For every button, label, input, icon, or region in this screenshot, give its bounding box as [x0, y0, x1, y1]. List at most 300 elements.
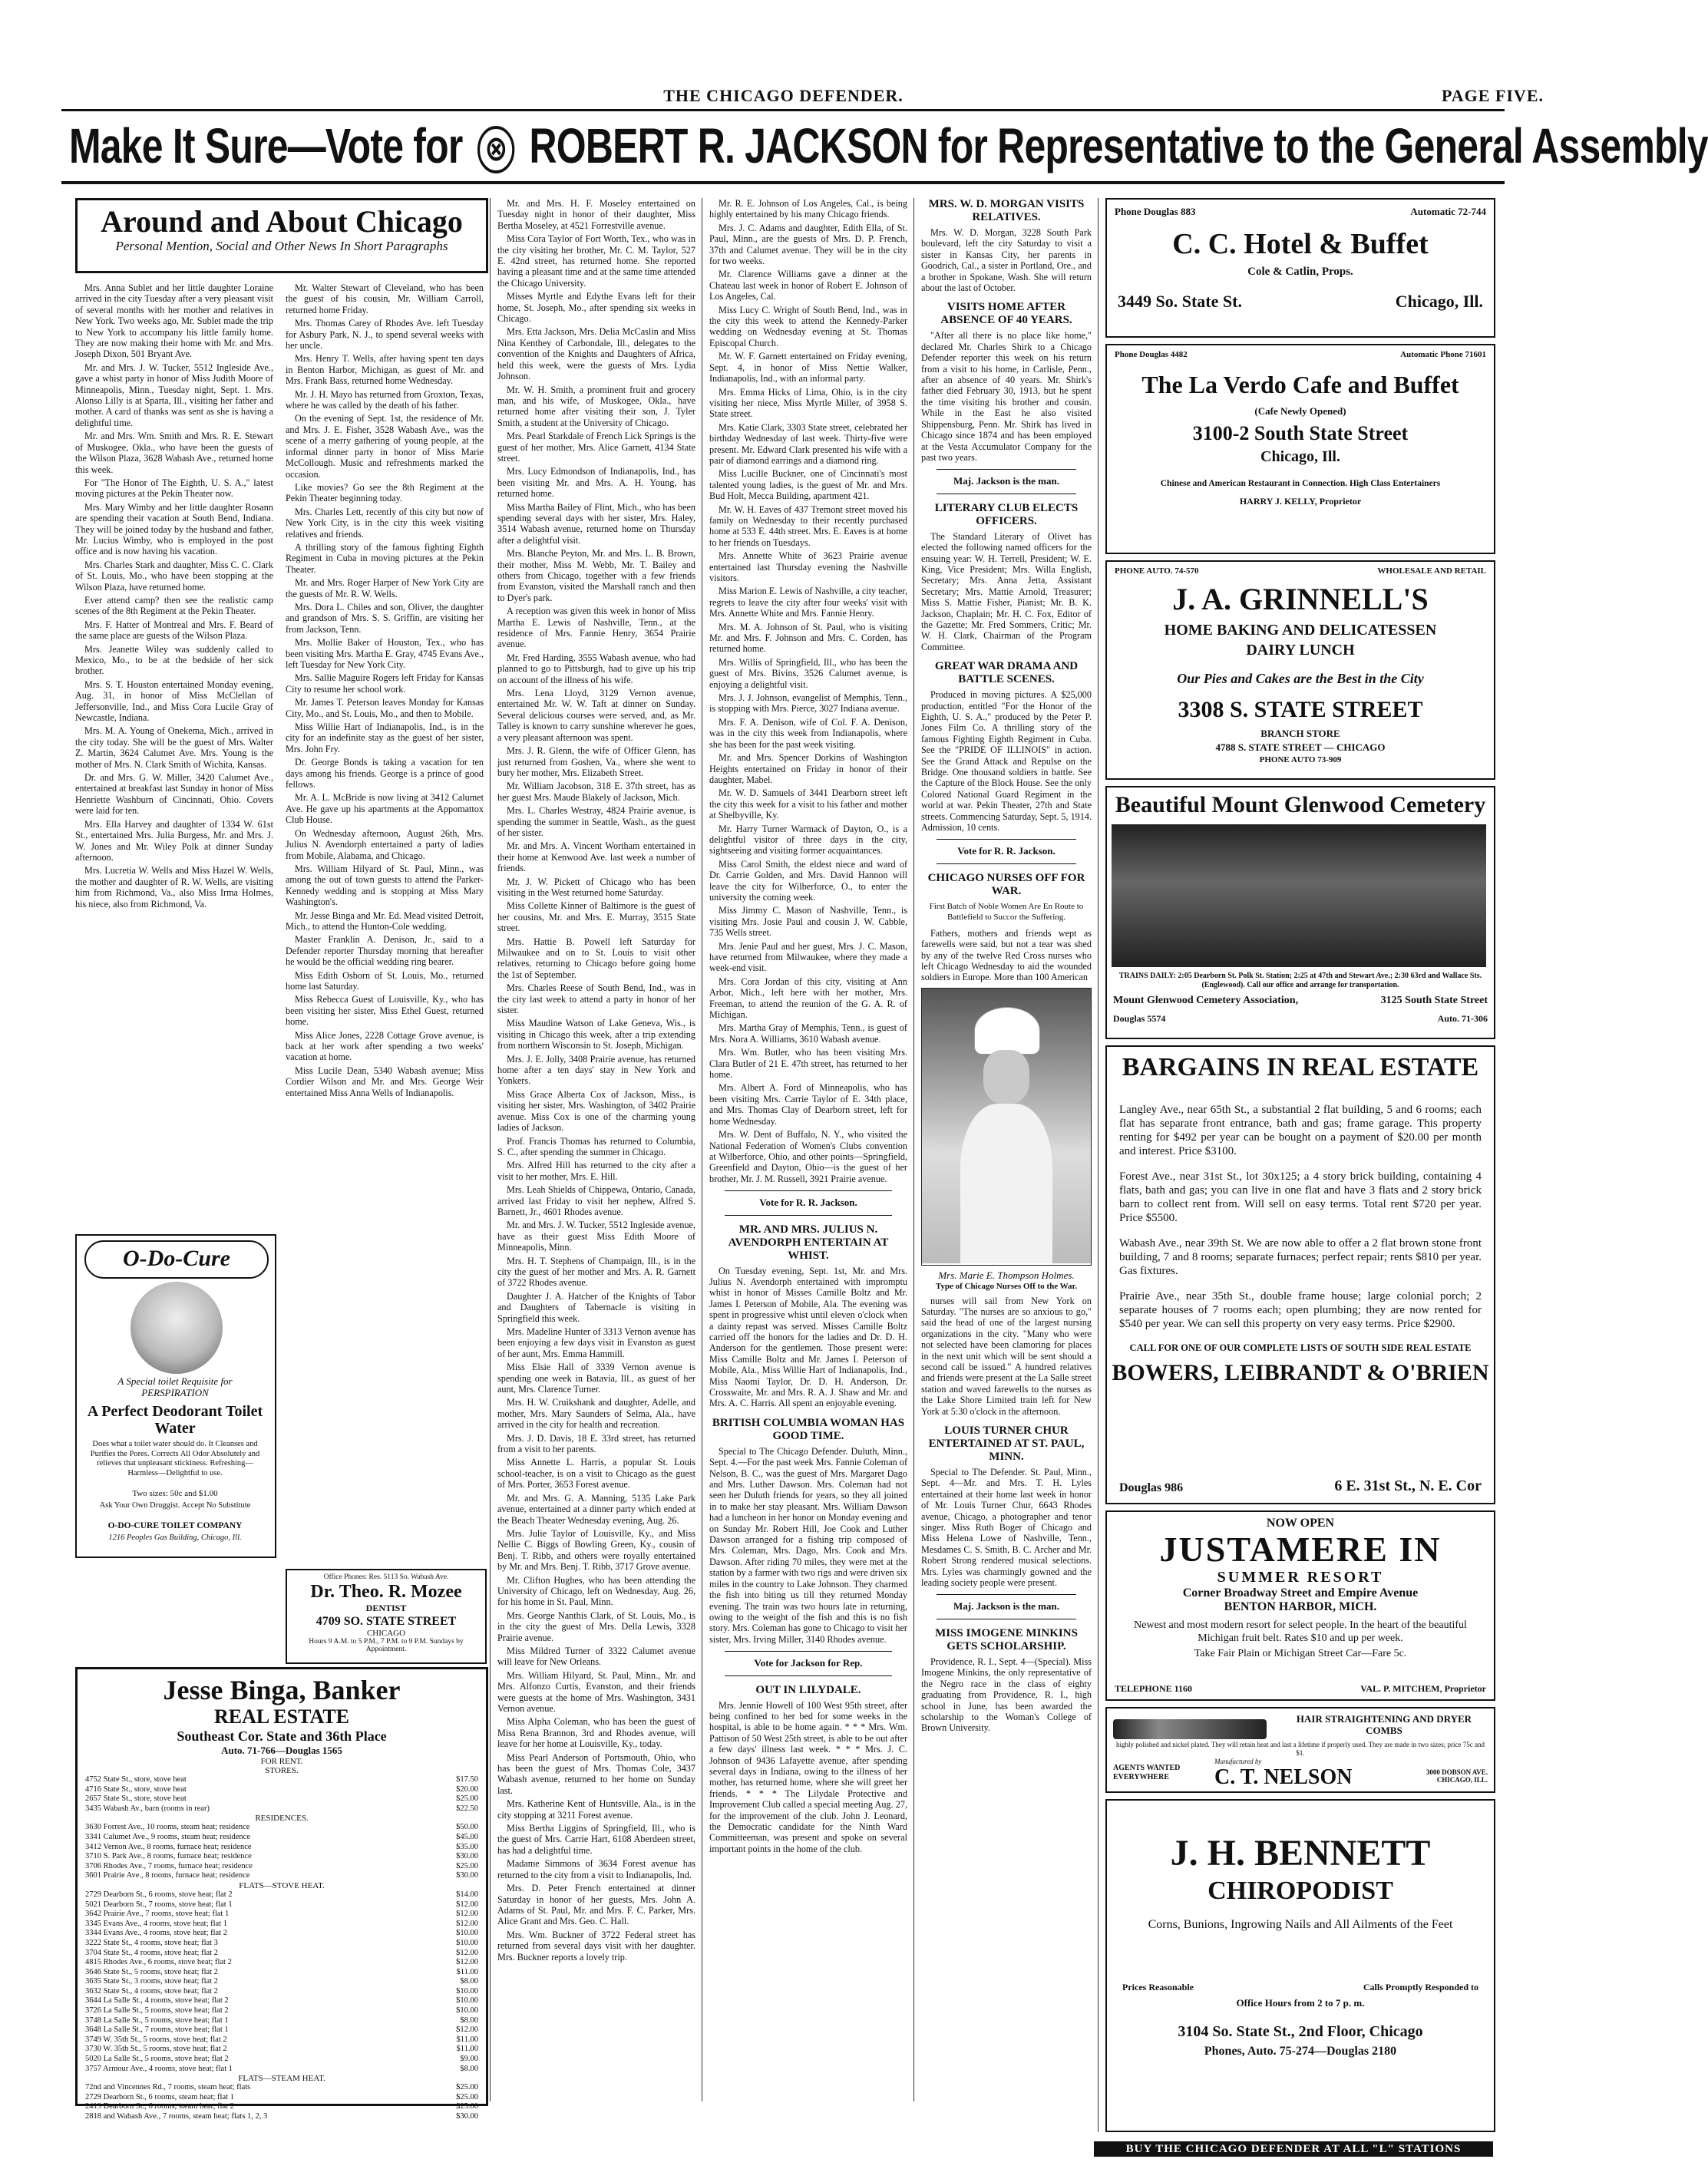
flats-steam-heading: FLATS—STEAM HEAT.	[238, 2074, 325, 2084]
odocure-tagline: A Special toilet Requisite for PERSPIRATION	[117, 1375, 233, 1398]
rental-row	[85, 1862, 478, 1872]
news-item: Miss Lucile Dean, 5340 Wabash avenue; Miss Cordier Wilson and Mr. and Mrs. George Weir entertained Miss Anna Wells of Indianapolis.	[286, 1065, 484, 1098]
rental-price: $8.00	[460, 2064, 478, 2073]
minkins-text: Providence, R. I., Sept. 4—(Special). Miss Imogene Minkins, the only representative of the Negro race in the class of eighty graduating from Providence, R. I., high school in June, has been awarded the scholarship to the Woman's College of Brown University.	[921, 1656, 1092, 1734]
war-drama-heading: GREAT WAR DRAMA AND BATTLE SCENES.	[934, 660, 1079, 686]
news-item: Miss Alice Jones, 2228 Cottage Grove avenue, is back at her work after spending a two weeks' vacation at home.	[286, 1029, 484, 1063]
chur-text: Special to The Defender. St. Paul, Minn., Sept. 4—Mr. and Mrs. T. H. Lyles entertained at their home last week in honor of Mr. Louis Turner Chur, 6643 Rhodes avenue, Chicago, a photographer and tenor singer. Miss Ruth Boger of Chicago and Miss Helena Lowe of Nashville, Tenn., Mesdames C. S. Smith, B. C. Archer and Mr. Robert Strong rendered musical selections. Mrs. Lyles was charmingly gowned and the leading society people were present.	[921, 1467, 1092, 1589]
news-item: Mr. Jesse Binga and Mr. Ed. Mead visited Detroit, Mich., to attend the Hunton-Cole wedding.	[286, 910, 484, 932]
news-item: Mrs. Katherine Kent of Huntsville, Ala., is in the city stopping at 3211 Forest avenue.	[497, 1798, 695, 1821]
rental-price: $20.00	[456, 1784, 478, 1794]
rental-description: 72nd and Vincennes Rd., 7 rooms, steam heat; flats	[85, 2083, 251, 2092]
column-divider	[913, 198, 914, 2101]
news-item: Mrs. Albert A. Ford of Minneapolis, who has been visiting Mrs. Carrie Taylor of E. 34th place, and Mrs. Thomas Clay of Dearborn street, left for home Wednesday.	[709, 1082, 907, 1127]
war-drama-text: Produced in moving pictures. A $25,000 production, entitled "For the Honor of the Eighth, U. S. A.," produced by the Peter P. Jones Film Co. A thrilling story of the famous Fighting Eighth Regiment in Cuba. See the "PRIDE OF ILLINOIS" in action. See the Grand Attack and Repulse on the Bridge. One thousand soldiers in battle. See the Capture of the Block House. See the only Colored National Guard Regiment in the world at war. Pekin Theater, 27th and State streets. Commencing Saturday, Sept. 5, 1914. Admission, 10 cents.	[921, 689, 1092, 834]
hotel-buffet-ad	[1105, 198, 1495, 338]
minkins-heading: MISS IMOGENE MINKINS GETS SCHOLARSHIP.	[935, 1626, 1078, 1652]
news-item: Miss Marion E. Lewis of Nashville, a city teacher, regrets to leave the city after four weeks' visit with Mrs. Annette White and Mrs. Fannie Henry.	[709, 586, 907, 619]
column-5	[921, 198, 1092, 2124]
rental-description: 3704 State St., 4 rooms, stove heat; flat 2	[85, 1948, 218, 1957]
rental-row	[85, 1958, 478, 1968]
rental-row	[85, 1977, 478, 1987]
news-item: Miss Mildred Turner of 3322 Calumet avenue will leave for New Orleans.	[497, 1645, 695, 1668]
cemetery-gate-image	[1112, 824, 1486, 967]
rental-price: $25.00	[456, 1794, 478, 1804]
rental-description: 3601 Prairie Ave., 8 rooms, furnace heat; residence	[85, 1871, 250, 1880]
news-item: Prof. Francis Thomas has returned to Columbia, S. C., after spending the summer in Chicago.	[497, 1135, 695, 1157]
news-item: Mrs. Leah Shields of Chippewa, Ontario, Canada, arrived last Friday to visit her nephew, Alfred S. Barnett, Jr., 4601 Rhodes avenue.	[497, 1184, 695, 1217]
rental-price: $12.00	[456, 1900, 478, 1909]
news-item: Mr. Walter Stewart of Cleveland, who has been the guest of his cousin, Mr. William Carroll, returned home Friday.	[286, 282, 484, 315]
news-item: Mrs. W. Dent of Buffalo, N. Y., who visited the National Federation of Women's Clubs convention at Wilberforce, Ohio, and other points—Springfield, Greenfield and Dayton, Ohio—is the guest of her brother, Mr. J. M. Russell, 3921 Prairie avenue.	[709, 1129, 907, 1184]
justamere-text: Newest and most modern resort for select people. In the heart of the beautiful Michigan fruit belt. Rates $10 and up per week.	[1134, 1619, 1467, 1644]
news-item: Miss Jimmy C. Mason of Nashville, Tenn., is visiting Mrs. Josie Paul and cousin J. W. Cabble, 735 Wells street.	[709, 905, 907, 939]
justamere-open: NOW OPEN	[1266, 1517, 1335, 1530]
rental-price: $11.00	[456, 2045, 478, 2054]
rental-price: $12.00	[456, 1919, 478, 1928]
rental-row	[85, 2102, 478, 2112]
justamere-telephone: TELEPHONE 1160	[1115, 1683, 1193, 1694]
lilydale-heading: OUT IN LILYDALE.	[755, 1683, 861, 1696]
rental-price: $11.00	[456, 2035, 478, 2044]
cemetery-phone-left: Douglas 5574	[1113, 1013, 1166, 1024]
nelson-comb-ad	[1105, 1707, 1495, 1793]
news-item: Mr. W. D. Samuels of 3441 Dearborn street left the city this week for a visit to his father and mother at Shelbyville, Ky.	[709, 787, 907, 821]
odocure-body: Does what a toilet water should do. It Cleanses and Purifies the Pores. Corrects All Odor Absolutely and relieves that unpleasant stickiness. Refreshing—Harmless—Delightful to use.	[90, 1440, 260, 1477]
news-item: Mr. W. H. Smith, a prominent fruit and grocery man, and his wife, of Muskogee, Okla., have returned home after visiting their son, J. Tyler Smith, a student at the University of Chicago.	[497, 384, 695, 428]
news-item: Miss Rebecca Guest of Louisville, Ky., who has been visiting her sister, Miss Ethel Guest, returned home.	[286, 994, 484, 1028]
binga-real-estate-ad	[75, 1667, 488, 2121]
rental-row	[85, 1949, 478, 1959]
news-item: Miss Annette L. Harris, a popular St. Louis school-teacher, is on a visit to Chicago as the guest of Mrs. Porter, 3653 Forest avenue.	[497, 1457, 695, 1491]
rental-description: 3706 Rhodes Ave., 7 rooms, furnace heat; residence	[85, 1861, 253, 1870]
news-item: Mr. and Mrs. J. W. Tucker, 5512 Ingleside avenue, have as their guest Miss Edith Moore of Minneapolis, Minn.	[497, 1220, 695, 1253]
news-item: Mrs. Hattie B. Powell left Saturday for Milwaukee and on to St. Louis to visit other relatives, returning to Chicago before going home the 1st of September.	[497, 936, 695, 980]
footer-banner: BUY THE CHICAGO DEFENDER AT ALL "L" STATIONS	[1094, 2141, 1493, 2157]
laverdo-sub: (Cafe Newly Opened)	[1254, 405, 1346, 417]
rental-row	[85, 2016, 478, 2026]
rental-row	[85, 2035, 478, 2045]
rental-price: $17.50	[456, 1775, 478, 1784]
photo-caption: Mrs. Marie E. Thompson Holmes.	[938, 1269, 1075, 1281]
laverdo-prop: HARRY J. KELLY, Proprietor	[1239, 496, 1362, 507]
rental-price: $35.00	[456, 1842, 478, 1851]
maj-jackson-line: Maj. Jackson is the man.	[953, 475, 1059, 487]
news-item: Mrs. Cora Jordan of this city, visiting at Ann Arbor, Mich., left here with her mother, Mrs. Freeman, to attend the reunion of the G. A. R. of Michigan.	[709, 976, 907, 1021]
around-column-1	[75, 282, 273, 1226]
rental-price: $25.00	[456, 2102, 478, 2111]
laverdo-city: Chicago, Ill.	[1260, 448, 1340, 465]
bennett-name: J. H. BENNETT	[1170, 1833, 1431, 1874]
news-item: Mrs. J. E. Jolly, 3408 Prairie avenue, has returned home after a ten days' stay in New York and Yonkers.	[497, 1053, 695, 1087]
binga-line: REAL ESTATE	[213, 1705, 350, 1728]
news-item: Mrs. M. A. Johnson of St. Paul, who is visiting Mr. and Mrs. F. Johnson and Mrs. C. Corden, has returned home.	[709, 621, 907, 655]
nurses-text: Fathers, mothers and friends wept as farewells were said, but not a tear was shed by any of the twelve Red Cross nurses who left Chicago Wednesday to aid the wounded soldiers in Europe. More than 100 American	[921, 927, 1092, 983]
news-item: Miss Carol Smith, the eldest niece and ward of Dr. Carrie Golden, and Mrs. David Hannon will leave the city for Wilberforce, O., to enter the university the coming week.	[709, 858, 907, 903]
laverdo-phone-left: Phone Douglas 4482	[1115, 350, 1188, 359]
news-item: Mr. A. L. McBride is now living at 3412 Calumet Ave. He gave up his apartments at the Appomattox Club House.	[286, 792, 484, 826]
news-item: Mrs. Sallie Maguire Rogers left Friday for Kansas City to resume her school work.	[286, 672, 484, 695]
bc-text: Special to The Chicago Defender. Duluth, Minn., Sept. 4.—For the past week Mrs. Fannie Coleman of Nelson, B. C., was the guest of Mrs. Margaret Dago and Mrs. Luther Dawson. Mrs. Coleman had not seen her Duluth friends for years, so they all joined in to make her stay pleasant. Mrs. William Dawson had a luncheon in her honor on Monday evening and on Sunday Mr. Robert Hill, Joe Cook and Luther Dawson arranged for a fishing trip composed of Mrs. Coleman, Mrs. Dago, Mrs. Cook and Mrs. Dawson. After riding 70 miles, they were met at the station by a farmer with two rigs and were driven six miles in the country to Lake Johnson. They charmed the fish into biting us till they returned Monday evening. The train was two hours late in returning, owing to the weight of the fish and this is no fish story. Mrs. Coleman has gone to Chicago to visit her sister, Mrs. Irving Miller, 3140 Rhodes avenue.	[709, 1445, 907, 1645]
news-item: Like movies? Go see the 8th Regiment at the Pekin Theater beginning today.	[286, 481, 484, 504]
rental-row	[85, 2055, 478, 2065]
vote-line-2: Vote for Jackson for Rep.	[754, 1657, 863, 1669]
laverdo-name: The La Verdo Cafe and Buffet	[1141, 371, 1459, 398]
justamere-corner: Corner Broadway Street and Empire Avenue	[1182, 1586, 1419, 1600]
news-item: Miss Lucille Buckner, one of Cincinnati's most talented young ladies, is the guest of Mr. and Mrs. Bud Holt, Mecca Building, apartment 421.	[709, 468, 907, 502]
news-item: Mrs. Charles Stark and daughter, Miss C. C. Clark of St. Louis, Mo., who have been stopping at the Wilson Plaza, have returned home.	[75, 559, 273, 593]
bc-heading: BRITISH COLUMBIA WOMAN HAS GOOD TIME.	[712, 1416, 905, 1442]
flats-stove-table	[85, 1890, 478, 2074]
grinnell-motto: Our Pies and Cakes are the Best in the City	[1177, 671, 1424, 686]
news-item: Mr. William Jacobson, 318 E. 37th street, has as her guest Mrs. Maude Blakely of Jackson, Mich.	[497, 781, 695, 803]
rental-description: 3222 State St., 4 rooms, stove heat; flat 3	[85, 1938, 218, 1947]
home-text: "After all there is no place like home," declared Mr. Charles Shirk to a Chicago Defender reporter this week on his return from a visit to his home, in Carlisle, Penn., after an absence of 40 years. Mr. Shirk's father died February 30, 1913, but he spent the time visiting his brother and cousin. While in the East he also visited Shippensburg, Penn. Mr. Shirk has lived in Chicago since 1874 and has been employed at the Vesta Accumulator Company for the past two years.	[921, 330, 1092, 463]
rental-row	[85, 1794, 478, 1804]
rental-price: $30.00	[456, 1871, 478, 1880]
rental-price: $10.00	[456, 1996, 478, 2006]
nurse-face-icon	[983, 1050, 1029, 1104]
news-item: Miss Lucy C. Wright of South Bend, Ind., was in the city this week to attend the Kennedy-Parker wedding on Wednesday evening at St. Thomas Episcopal Church.	[709, 304, 907, 348]
rental-description: 3632 State St., 4 rooms, stove heat; flat 2	[85, 1986, 218, 1996]
news-item: Mrs. F. Hatter of Montreal and Mrs. F. Beard of the same place are guests of the Wilson Plaza.	[75, 619, 273, 642]
literary-heading: LITERARY CLUB ELECTS OFFICERS.	[934, 501, 1079, 527]
page-number: PAGE FIVE.	[1441, 86, 1544, 105]
odocure-headline: A Perfect Deodorant Toilet Water	[87, 1403, 263, 1437]
binga-for-rent: FOR RENT.	[260, 1757, 303, 1766]
rental-row	[85, 1785, 478, 1795]
rental-price: $30.00	[456, 1852, 478, 1861]
news-item: Mr. Clifton Hughes, who has been attending the University of Chicago, left on Wednesday, Aug. 26, for his home in St. Paul, Minn.	[497, 1574, 695, 1608]
residences-table	[85, 1823, 478, 1881]
cemetery-trains: TRAINS DAILY: 2:05 Dearborn St. Polk St. Station; 2:25 at 47th and Stewart Ave.; 2:30 63rd and Wallace Sts. (Englewood). Call our office and arrange for transportation.	[1118, 972, 1482, 989]
around-chicago-box	[75, 198, 488, 273]
hotel-name: C. C. Hotel & Buffet	[1172, 228, 1429, 260]
news-item: For "The Honor of The Eighth, U. S. A.," latest moving pictures at the Pekin Theater now.	[75, 477, 273, 500]
news-item: Miss Alpha Coleman, who has been the guest of Miss Rena Brannon, 3rd and Rhodes avenue, will leave for her home at Louisville, Ky., today.	[497, 1716, 695, 1750]
news-item: Mrs. Lena Lloyd, 3129 Vernon avenue, entertained Mr. W. W. Taft at dinner on Sunday. Several delicious courses were served, and, as Mr. Talley is known to carry sunshine wherever he goes, a very pleasant afternoon was spent.	[497, 688, 695, 743]
bargain-listing: Wabash Ave., near 39th St. We are now able to offer a 2 flat brown stone front building, 7 and 8 rooms; separate furnaces; perfect repair; rents $810 per year. Gas fixtures.	[1119, 1237, 1482, 1277]
odocure-address: 1216 Peoples Gas Building, Chicago, Ill.	[108, 1533, 242, 1542]
laverdo-phone-right: Automatic Phone 71601	[1400, 350, 1486, 359]
rental-price: $12.00	[456, 1948, 478, 1957]
residences-heading: RESIDENCES.	[255, 1814, 309, 1824]
binga-corner: Southeast Cor. State and 36th Place	[177, 1728, 387, 1744]
bargain-listing: Prairie Ave., near 35th St., double frame house; large colonial porch; 2 separate houses of 7 rooms each; open plumbing; they are now rented for $540 per year. We can sell this property on very easy terms. Price $2900.	[1119, 1290, 1482, 1330]
headline-pre: Make It Sure—Vote for	[69, 118, 463, 173]
rental-row	[85, 1910, 478, 1920]
nurse-cap-icon	[974, 1007, 1040, 1055]
news-item: Mrs. S. T. Houston entertained Monday evening, Aug. 31, in honor of Miss McClellan of Jeffersonville, Ind., and Miss Cora Lucile Gray of Newcastle, Indiana.	[75, 678, 273, 724]
laverdo-line: Chinese and American Restaurant in Connection. High Class Entertainers	[1160, 479, 1441, 488]
odocure-ad	[75, 1234, 276, 1558]
news-item: Master Franklin A. Denison, Jr., said to a Defender reporter Thursday morning that hereafter he would be the official wedding ring bearer.	[286, 934, 484, 968]
rental-description: 3412 Vernon Ave., 8 rooms, furnace heat; residence	[85, 1842, 252, 1851]
grinnell-wholesale: WHOLESALE AND RETAIL	[1377, 566, 1486, 576]
news-item: Mrs. Anna Sublet and her little daughter Loraine arrived in the city Tuesday after a very pleasant visit of several months with her mother and relatives in New York. Two weeks ago, Mr. Sublet made the trip to New York to accompany his little family home. They are now making their home with Mr. and Mrs. Joseph Dixon, 501 Bryant Ave.	[75, 282, 273, 360]
news-item: On Wednesday afternoon, August 26th, Mrs. Julius N. Avendorph entertained a party of ladies from Mobile, Alabama, and Chicago.	[286, 827, 484, 861]
rental-description: 3630 Forrest Ave., 10 rooms, steam heat; residence	[85, 1823, 250, 1832]
hotel-phone-right: Automatic 72-744	[1410, 206, 1486, 217]
around-title: Around and About Chicago	[101, 204, 463, 239]
nelson-mf: Manufactured by	[1214, 1758, 1262, 1765]
nurse-uniform-icon	[960, 1104, 1052, 1263]
rental-description: 3710 S. Park Ave., 8 rooms, furnace heat; residence	[85, 1852, 252, 1861]
rental-row	[85, 2045, 478, 2055]
news-item: Mrs. Wm. Butler, who has been visiting Mrs. Clara Butler of 21 E. 47th street, has returned to her home.	[709, 1047, 907, 1081]
news-item: Mr. J. W. Pickett of Chicago who has been visiting in the West returned home Saturday.	[497, 876, 695, 898]
news-item: Mrs. F. A. Denison, wife of Col. F. A. Denison, was in the city this week from Indianapolis, where she has been for the past week visiting.	[709, 716, 907, 750]
column-3	[497, 198, 695, 2101]
rental-description: 3344 Evans Ave., 4 rooms, stove heat; flat 2	[85, 1929, 227, 1938]
news-item: Mrs. Ella Harvey and daughter of 1334 W. 61st St., entertained Mrs. Julia Burgess, Mr. and Mrs. J. W. Jones and Mr. Wiley Polk at dinner Sunday afternoon.	[75, 818, 273, 863]
rental-price: $30.00	[456, 2112, 478, 2121]
justamere-take: Take Fair Plain or Michigan Street Car—Fare 5c.	[1194, 1648, 1407, 1659]
hotel-address: 3449 So. State St.	[1118, 292, 1242, 311]
justamere-prop: VAL. P. MITCHEM, Proprietor	[1360, 1683, 1486, 1694]
rental-row	[85, 1775, 478, 1785]
news-item: Mrs. J. C. Adams and daughter, Edith Ella, of St. Paul, Minn., are the guests of Mrs. D. P. French, 37th and Calumet avenue. They will be in the city for two weeks.	[709, 222, 907, 267]
headline-rule	[61, 181, 1505, 184]
news-item: Madame Simmons of 3634 Forest avenue has returned to the city from a visit to Indianapolis, Ind.	[497, 1858, 695, 1880]
grinnell-line1: HOME BAKING AND DELICATESSEN	[1164, 622, 1437, 639]
laverdo-cafe-ad	[1105, 344, 1495, 554]
woman-portrait-icon	[130, 1282, 223, 1374]
rental-description: 5020 La Salle St., 5 rooms, stove heat; flat 2	[85, 2055, 229, 2064]
avendorph-heading: MR. AND MRS. JULIUS N. AVENDORPH ENTERTAIN AT WHIST.	[728, 1223, 889, 1262]
bargain-listings	[1107, 1085, 1494, 1331]
column-divider	[490, 198, 491, 2101]
flats-stove-heading: FLATS—STOVE HEAT.	[239, 1880, 325, 1890]
bennett-calls: Calls Promptly Responded to	[1363, 1982, 1478, 1992]
rental-price: $22.50	[456, 1804, 478, 1813]
hotel-phone-left: Phone Douglas 883	[1115, 206, 1196, 217]
news-item: Mr. and Mrs. Wm. Smith and Mrs. R. E. Stewart of Muskogee, Okla., who have been the guests of the Wilson Plaza, 3628 Wabash Ave., returned home this week.	[75, 431, 273, 475]
news-item: Ever attend camp? then see the realistic camp scenes of the 8th Regiment at the Pekin Theater.	[75, 594, 273, 617]
news-item: Mrs. William Hilyard of St. Paul, Minn., was among the out of town guests to attend the Parker-Kennedy wedding and is stopping at Miss Mary Washington's.	[286, 863, 484, 908]
odocure-maker: O-DO-CURE TOILET COMPANY	[107, 1521, 243, 1530]
home-heading: VISITS HOME AFTER ABSENCE OF 40 YEARS.	[940, 301, 1072, 327]
news-item: Mr. J. H. Mayo has returned from Groxton, Texas, where he was called by the death of his father.	[286, 388, 484, 411]
news-item: Mr. and Mrs. H. F. Moseley entertained on Tuesday night in honor of their daughter, Miss Bertha Moseley, at 4521 Forrestville avenue.	[497, 198, 695, 231]
rental-row	[85, 2093, 478, 2103]
news-item: Mrs. Dora L. Chiles and son, Oliver, the daughter and grandson of Mrs. S. S. Griffin, are visiting her from Jackson, Tenn.	[286, 601, 484, 635]
rental-row	[85, 2006, 478, 2016]
grinnell-branch: BRANCH STORE	[1260, 728, 1340, 739]
bennett-phones: Phones, Auto. 75-274—Douglas 2180	[1204, 2045, 1397, 2058]
news-item: Mrs. J. D. Davis, 18 E. 33rd street, has returned from a visit to her parents.	[497, 1432, 695, 1455]
news-item: Mrs. Annette White of 3623 Prairie avenue entertained last Thursday evening the Nashville visitors.	[709, 550, 907, 583]
news-item: Mrs. Katie Clark, 3303 State street, celebrated her birthday Wednesday of last week. Thirty-five were present. Mr. Edward Clark presented his wife with a pair of diamond earrings and a diamond ring.	[709, 421, 907, 466]
news-item: Mrs. J. J. Johnson, evangelist of Memphis, Tenn., is stopping with Mrs. Pierce, 3027 Indiana avenue.	[709, 692, 907, 715]
rental-price: $8.00	[460, 1977, 478, 1986]
news-item: On the evening of Sept. 1st, the residence of Mr. and Mrs. J. E. Fisher, 3528 Wabash Ave., was the scene of a merry gathering of young people, at the informal dinner party in honor of Miss Marie McCollough. Music and refreshments marked the occasion.	[286, 413, 484, 480]
rental-row	[85, 2112, 478, 2122]
literary-text: The Standard Literary of Olivet has elected the following named officers for the ensuing year: W. H. Terrell, President; W. E. King, Vice President; Mrs. Willa English, Secretary; Mrs. Anna Jetta, Assistant Secretary; Mrs. Mattie Arnold, Treasurer; Miss S. Mattie Fisher, Pianist; Mr. B. K. Jackson, Chaplain; Mr. H. C. Fox, Editor of the Gazette; Mr. Fred Sommers, Critic; Mr. W. H. Clark, Chairman of the Program Committee.	[921, 530, 1092, 652]
news-item: Mrs. George Nanthis Clark, of St. Louis, Mo., is in the city the guest of Mrs. Della Lewis, 3328 Prairie avenue.	[497, 1609, 695, 1643]
rental-description: 3646 State St., 5 rooms, stove heat; flat 2	[85, 1967, 218, 1976]
bargains-phone: Douglas 986	[1119, 1481, 1184, 1494]
rental-description: 3648 La Salle St., 7 rooms, stove heat; flat 1	[85, 2025, 229, 2035]
news-item: Mr. W. F. Garnett entertained on Friday evening, Sept. 4, in honor of Miss Nettie Walker, Indianapolis, Ind., with an informal party.	[709, 351, 907, 385]
news-item: Daughter J. A. Hatcher of the Knights of Tabor and Daughters of Tabernacle is visiting in Springfield this week.	[497, 1290, 695, 1324]
laverdo-address: 3100-2 South State Street	[1192, 422, 1409, 444]
news-item: Mr. and Mrs. J. W. Tucker, 5512 Ingleside Ave., gave a whist party in honor of Miss Judith Moore of Minneapolis, Minn., Tuesday night, Sept. 1. Mrs. Alonso Lilly is at Sparta, Ill., visiting her father and mother. A card of thanks was sent as she is having a delightful time.	[75, 362, 273, 428]
headline-post: ROBERT R. JACKSON for Representative to the General Assembly	[529, 118, 1708, 173]
nurses-text-2: nurses will sail from New York on Saturday. "The nurses are so anxious to go," said the head of one of the largest nursing organizations in the city. "Many who were not selected have been clamoring for places in the next unit which will be sent should a second call be issued." A hundred relatives and friends were present at the La Salle street station and waved farewells to the nurses as the Lake Shore Limited train left for New York at 5:30 o'clock in the afternoon.	[921, 1295, 1092, 1417]
mozee-hours: Hours 9 A.M. to 5 P.M., 7 P.M. to 9 P.M. Sundays by Appointment.	[309, 1638, 464, 1653]
bennett-title: CHIROPODIST	[1207, 1877, 1393, 1905]
rental-price: $10.00	[456, 1938, 478, 1947]
news-item: Mrs. Julie Taylor of Louisville, Ky., and Miss Nellie C. Biggs of Bowling Green, Ky., cousin of Benj. T. Ribb, and others were royally entertained by Mr. and Mrs. Benj. T. Ribb, 3717 Grove avenue.	[497, 1527, 695, 1573]
rental-description: 3726 La Salle St., 5 rooms, stove heat; flat 2	[85, 2006, 229, 2015]
avendorph-text: On Tuesday evening, Sept. 1st, Mr. and Mrs. Julius N. Avendorph entertained with impromptu whist in honor of Misses Camille Boltz and Mr. James I. Peterson of Mobile, Ala. The evening was spent in progressive whist until eleven o'clock when a dainty repast was served. Misses Camille Boltz carried off the honors for the ladies and Dr. D. H. Anderson for the gentlemen. Those present were: Miss Camille Boltz and Mr. James I. Peterson of Mobile, Ala., Miss Willie Hart of Indianapolis, Ind., Miss Naomi Taylor, Dr. D. H. Anderson, Dr. Crosswaite, Mr. and Mrs. R. A. J. Shaw and Mr. and Mrs. A. C. Harris. All spent an enjoyable evening.	[709, 1265, 907, 1409]
news-item: Mrs. Emma Hicks of Lima, Ohio, is in the city visiting her niece, Miss Myrtle Miller, of 3958 S. State street.	[709, 386, 907, 420]
cemetery-address: 3125 South State Street	[1380, 995, 1488, 1006]
rental-description: 4752 State St., store, stove heat	[85, 1775, 187, 1784]
news-item: Mrs. Wm. Buckner of 3722 Federal street has returned from several days visit with her daughter. Mrs. Buckner reports a lovely trip.	[497, 1929, 695, 1963]
header-rule	[61, 109, 1505, 111]
mozee-city: CHICAGO	[366, 1629, 406, 1638]
rental-description: 3757 Armour Ave., 4 rooms, stove heat; flat 1	[85, 2064, 233, 2073]
bargains-address: 6 E. 31st St., N. E. Cor	[1334, 1477, 1482, 1494]
rental-description: 3635 State St., 3 rooms, stove heat; flat 2	[85, 1977, 218, 1986]
cemetery-phone-right: Auto. 71-306	[1437, 1013, 1488, 1024]
nelson-desc: highly polished and nickel plated. They will retain heat and last a lifetime if properly used. They are made in two sizes; price 75c and $1.	[1115, 1741, 1485, 1757]
news-item: Mrs. Pearl Starkdale of French Lick Springs is the guest of her mother, Mrs. Alice Garnett, 4134 State street.	[497, 431, 695, 464]
rental-row	[85, 1987, 478, 1997]
rental-description: 3730 W. 35th St., 5 rooms, stove heat; flat 2	[85, 2045, 227, 2054]
around-column-2	[286, 282, 484, 1557]
news-item: Mr. Fred Harding, 3555 Wabash avenue, who had planned to go to Pittsburgh, had to give up his trip on account of the illness of his wife.	[497, 652, 695, 685]
photo-caption-2: Type of Chicago Nurses Off to the War.	[935, 1282, 1078, 1292]
news-item: Miss Willie Hart of Indianapolis, Ind., is in the city for an indefinite stay as the guest of her sister, Mrs. John Fry.	[286, 721, 484, 754]
news-item: Mrs. Charles Reese of South Bend, Ind., was in the city last week to attend a party in honor of her sister.	[497, 982, 695, 1016]
column-4	[709, 198, 907, 2101]
news-item: Mrs. Jeanette Wiley was suddenly called to Mexico, Mo., to be at the bedside of her sick brother.	[75, 643, 273, 677]
mozee-office: Office Phones: Res. 5113 So. Wabash Ave.	[323, 1573, 449, 1581]
bargains-real-estate-ad	[1105, 1045, 1495, 1504]
stores-table	[85, 1775, 478, 1814]
news-item: A thrilling story of the famous fighting Eighth Regiment in Cuba in moving pictures at the Pekin Theater.	[286, 541, 484, 575]
rental-price: $10.00	[456, 1986, 478, 1996]
chur-heading: LOUIS TURNER CHUR ENTERTAINED AT ST. PAUL, MINN.	[928, 1425, 1085, 1463]
odocure-price: Two sizes: 50c and $1.00	[132, 1489, 218, 1498]
news-item: Mr. R. E. Johnson of Los Angeles, Cal., is being highly entertained by his many Chicago friends.	[709, 198, 907, 220]
news-item: Mr. and Mrs. Spencer Dorkins of Washington Heights entertained on Friday in honor of their daughter, Mabel.	[709, 752, 907, 785]
news-item: Mrs. Charles Lett, recently of this city but now of New York City, is in the city this week visiting relatives and friends.	[286, 506, 484, 540]
bennett-prices: Prices Reasonable	[1122, 1982, 1194, 1992]
rental-description: 2729 Dearborn St., 6 rooms, stove heat; flat 2	[85, 1890, 233, 1899]
rental-description: 4815 Rhodes Ave., 6 rooms, stove heat; flat 2	[85, 1958, 232, 1967]
news-item: Dr. and Mrs. G. W. Miller, 3420 Calumet Ave., entertained at breakfast last Sunday in honor of Miss Henriette Washburn of Cincinnati, Ohio. Covers were laid for ten.	[75, 772, 273, 817]
rental-price: $11.00	[456, 1967, 478, 1976]
lilydale-text: Mrs. Jennie Howell of 100 West 95th street, after being confined to her bed for some weeks in the hospital, is able to be home again. * * * Mrs. Wm. Pattison of 50 West 25th street, is able to be out after a few days' illness last week. * * * Mrs. J. C. Johnson of 9436 Lafayette avenue, after spending several days in Indiana, owing to the illness of her mother, has returned home, where she will greet her friends. * * * The Lilydale Protective and Improvement Club called a special meeting Aug. 27, for the improvement of the club. John J. Leonard, the Democratic candidate for the Ninth Ward Committeeman, was present and spoke on several important points in the home of the club.	[709, 1699, 907, 1854]
rental-row	[85, 1890, 478, 1900]
maj-jackson-line-2: Maj. Jackson is the man.	[953, 1600, 1059, 1613]
news-item: Miss Collette Kinner of Baltimore is the guest of her cousins, Mr. and Mrs. E. Murray, 3515 State street.	[497, 900, 695, 934]
mozee-title: DENTIST	[365, 1603, 407, 1613]
news-item: Mrs. M. A. Young of Onekema, Mich., arrived in the city today. She will be the guest of Mrs. Walter Z. Martin, 3624 Calumet Ave. Mrs. Young is the mother of Mrs. N. Clark Smith of Wichita, Kansas.	[75, 725, 273, 770]
news-item: Mrs. Mollie Baker of Houston, Tex., who has been visiting Mrs. Martha E. Gray, 4745 Evans Ave., left Tuesday for New York City.	[286, 637, 484, 670]
grinnell-branch-phone: PHONE AUTO 73-909	[1259, 755, 1342, 764]
stores-heading: STORES.	[265, 1766, 299, 1775]
news-item: Mrs. Willis of Springfield, Ill., who has been the guest of Mrs. Bivins, 3526 Calumet avenue, is enjoying a delightful visit.	[709, 656, 907, 690]
hotel-city: Chicago, Ill.	[1395, 292, 1483, 311]
grinnell-name: J. A. GRINNELL'S	[1172, 582, 1429, 616]
news-item: Mr. James T. Peterson leaves Monday for Kansas City, Mo., and St. Louis, Mo., and then to Mobile.	[286, 697, 484, 719]
news-item: Miss Maudine Watson of Lake Geneva, Wis., is visiting in Chicago this week, after a trip extending from northern Wisconsin to St. Joseph, Michigan.	[497, 1018, 695, 1051]
news-item: Mrs. Madeline Hunter of 3313 Vernon avenue has been enjoying a few days visit in Evanston as guest of her aunt, Mrs. Emma Hammill.	[497, 1326, 695, 1359]
rental-row	[85, 1996, 478, 2006]
rental-price: $25.00	[456, 1861, 478, 1870]
news-item: Mr. and Mrs. G. A. Manning, 5135 Lake Park avenue, entertained at a dinner party which ended at the Beach Theater Wednesday evening, Aug. 26.	[497, 1492, 695, 1526]
headline	[69, 115, 1708, 177]
news-item: Mrs. Lucretia W. Wells and Miss Hazel W. Wells, the mother and daughter of R. W. Wells, are visiting him from Richmond, Va., also Miss Irma Holmes, his niece, also from Richmond, Va.	[75, 865, 273, 910]
news-item: Mrs. Alfred Hill has returned to the city after a visit to her mother, Mrs. E. Hill.	[497, 1160, 695, 1182]
comb-icon	[1113, 1719, 1267, 1739]
rental-description: 3345 Evans Ave., 4 rooms, stove heat; flat 1	[85, 1919, 227, 1928]
news-item: Mrs. Etta Jackson, Mrs. Delia McCaslin and Miss Nina Kenthey of Carbondale, Ill., delegates to the convention of the Knights and Daughters of Africa, held this week, were the guests of Mrs. Lydia Johnson.	[497, 326, 695, 382]
news-item: Mrs. Mary Wimby and her little daughter Rosann are spending their vacation at South Bend, Indiana. They will be joined today by the husband and father, Mr. Lucius Wimby, who is employed in the post office and is now having his vacation.	[75, 501, 273, 557]
news-item: A reception was given this week in honor of Miss Martha E. Lewis of Nashville, Tenn., at the residence of Mrs. Fannie Henry, 3654 Prairie avenue.	[497, 606, 695, 650]
rental-description: 3341 Calumet Ave., 9 rooms, steam heat; residence	[85, 1832, 250, 1841]
rental-description: 3644 La Salle St., 4 rooms, stove heat; flat 2	[85, 1996, 229, 2006]
news-item: Mr. and Mrs. A. Vincent Wortham entertained in their home at Kenwood Ave. last week a number of friends.	[497, 840, 695, 874]
news-item: Mr. and Mrs. Roger Harper of New York City are the guests of Mr. R. W. Wells.	[286, 577, 484, 599]
rental-price: $10.00	[456, 2006, 478, 2015]
cemetery-name: Mount Glenwood Cemetery Association,	[1113, 995, 1299, 1006]
news-item: Misses Myrtle and Edythe Evans left for their home, St. Joseph, Mo., after spending six weeks in Chicago.	[497, 291, 695, 325]
rental-price: $8.00	[460, 2015, 478, 2025]
justamere-name: JUSTAMERE IN	[1159, 1530, 1442, 1569]
rental-row	[85, 1843, 478, 1853]
news-item: Mrs. Jenie Paul and her guest, Mrs. J. C. Mason, have returned from Milwaukee, where they made a week-end visit.	[709, 940, 907, 974]
news-item: Mrs. H. W. Cruikshank and daughter, Adelle, and mother, Mrs. Mary Saunders of Selma, Ala., have arrived in the city for health and recreation.	[497, 1397, 695, 1431]
hotel-props: Cole & Catlin, Props.	[1247, 266, 1353, 278]
rental-price: $14.00	[456, 1890, 478, 1899]
nurse-photo	[921, 988, 1092, 1266]
rental-row	[85, 2065, 478, 2075]
news-item: Miss Bertha Liggins of Springfield, Ill., who is the guest of Mrs. Carrie Hart, 6108 Aberdeen street, has had a delightful time.	[497, 1823, 695, 1856]
bennett-address: 3104 So. State St., 2nd Floor, Chicago	[1178, 2023, 1423, 2040]
rental-row	[85, 1929, 478, 1939]
news-item: Miss Cora Taylor of Fort Worth, Tex., who was in the city visiting her brother, Mr. C. M. Taylor, 527 E. 42nd street, has returned home. She reported having a pleasant time and at the same time attended the Chicago University.	[497, 233, 695, 289]
rental-row	[85, 1968, 478, 1978]
around-subtitle: Personal Mention, Social and Other News In Short Paragraphs	[115, 239, 448, 253]
odocure-dealers: Ask Your Own Druggist. Accept No Substitute	[99, 1501, 251, 1510]
rental-row	[85, 1871, 478, 1881]
paper-name: THE CHICAGO DEFENDER.	[663, 86, 904, 105]
rental-description: 2818 and Wabash Ave., 7 rooms, steam heat; flats 1, 2, 3	[85, 2112, 268, 2121]
rental-price: $12.00	[456, 1910, 478, 1919]
rental-description: 3642 Prairie Ave., 7 rooms, stove heat; flat 1	[85, 1910, 230, 1919]
rental-description: 2657 State St., store, stove heat	[85, 1794, 187, 1804]
rental-description: 2729 Dearborn St., 6 rooms, steam heat; flat 1	[85, 2092, 234, 2101]
mozee-dentist-ad	[286, 1569, 487, 1664]
news-item: Dr. George Bonds is taking a vacation for ten days among his friends. George is a prince of good fellows.	[286, 757, 484, 791]
grinnell-phone: PHONE AUTO. 74-570	[1115, 566, 1199, 576]
rental-row	[85, 1900, 478, 1910]
rental-row	[85, 1833, 478, 1843]
mozee-address: 4709 SO. STATE STREET	[316, 1615, 457, 1628]
news-item: Mrs. H. T. Stephens of Champaign, Ill., is in the city the guest of her mother and Mrs. A. R. Garnett of 3722 Rhodes avenue.	[497, 1255, 695, 1289]
news-item: Mrs. D. Peter French entertained at dinner Saturday in honor of her guests, Mrs. John A. Adams of St. Paul, Mr. and Mrs. F. C. Parker, Mrs. Alice Grant and Mrs. Geo. C. Hall.	[497, 1883, 695, 1927]
bargains-call: CALL FOR ONE OF OUR COMPLETE LISTS OF SOUTH SIDE REAL ESTATE	[1129, 1342, 1472, 1353]
flats-steam-table	[85, 2083, 478, 2121]
news-item: Mr. Clarence Williams gave a dinner at the Chateau last week in honor of Robert E. Johnson of Los Angeles, Cal.	[709, 269, 907, 302]
running-head	[0, 86, 1567, 107]
